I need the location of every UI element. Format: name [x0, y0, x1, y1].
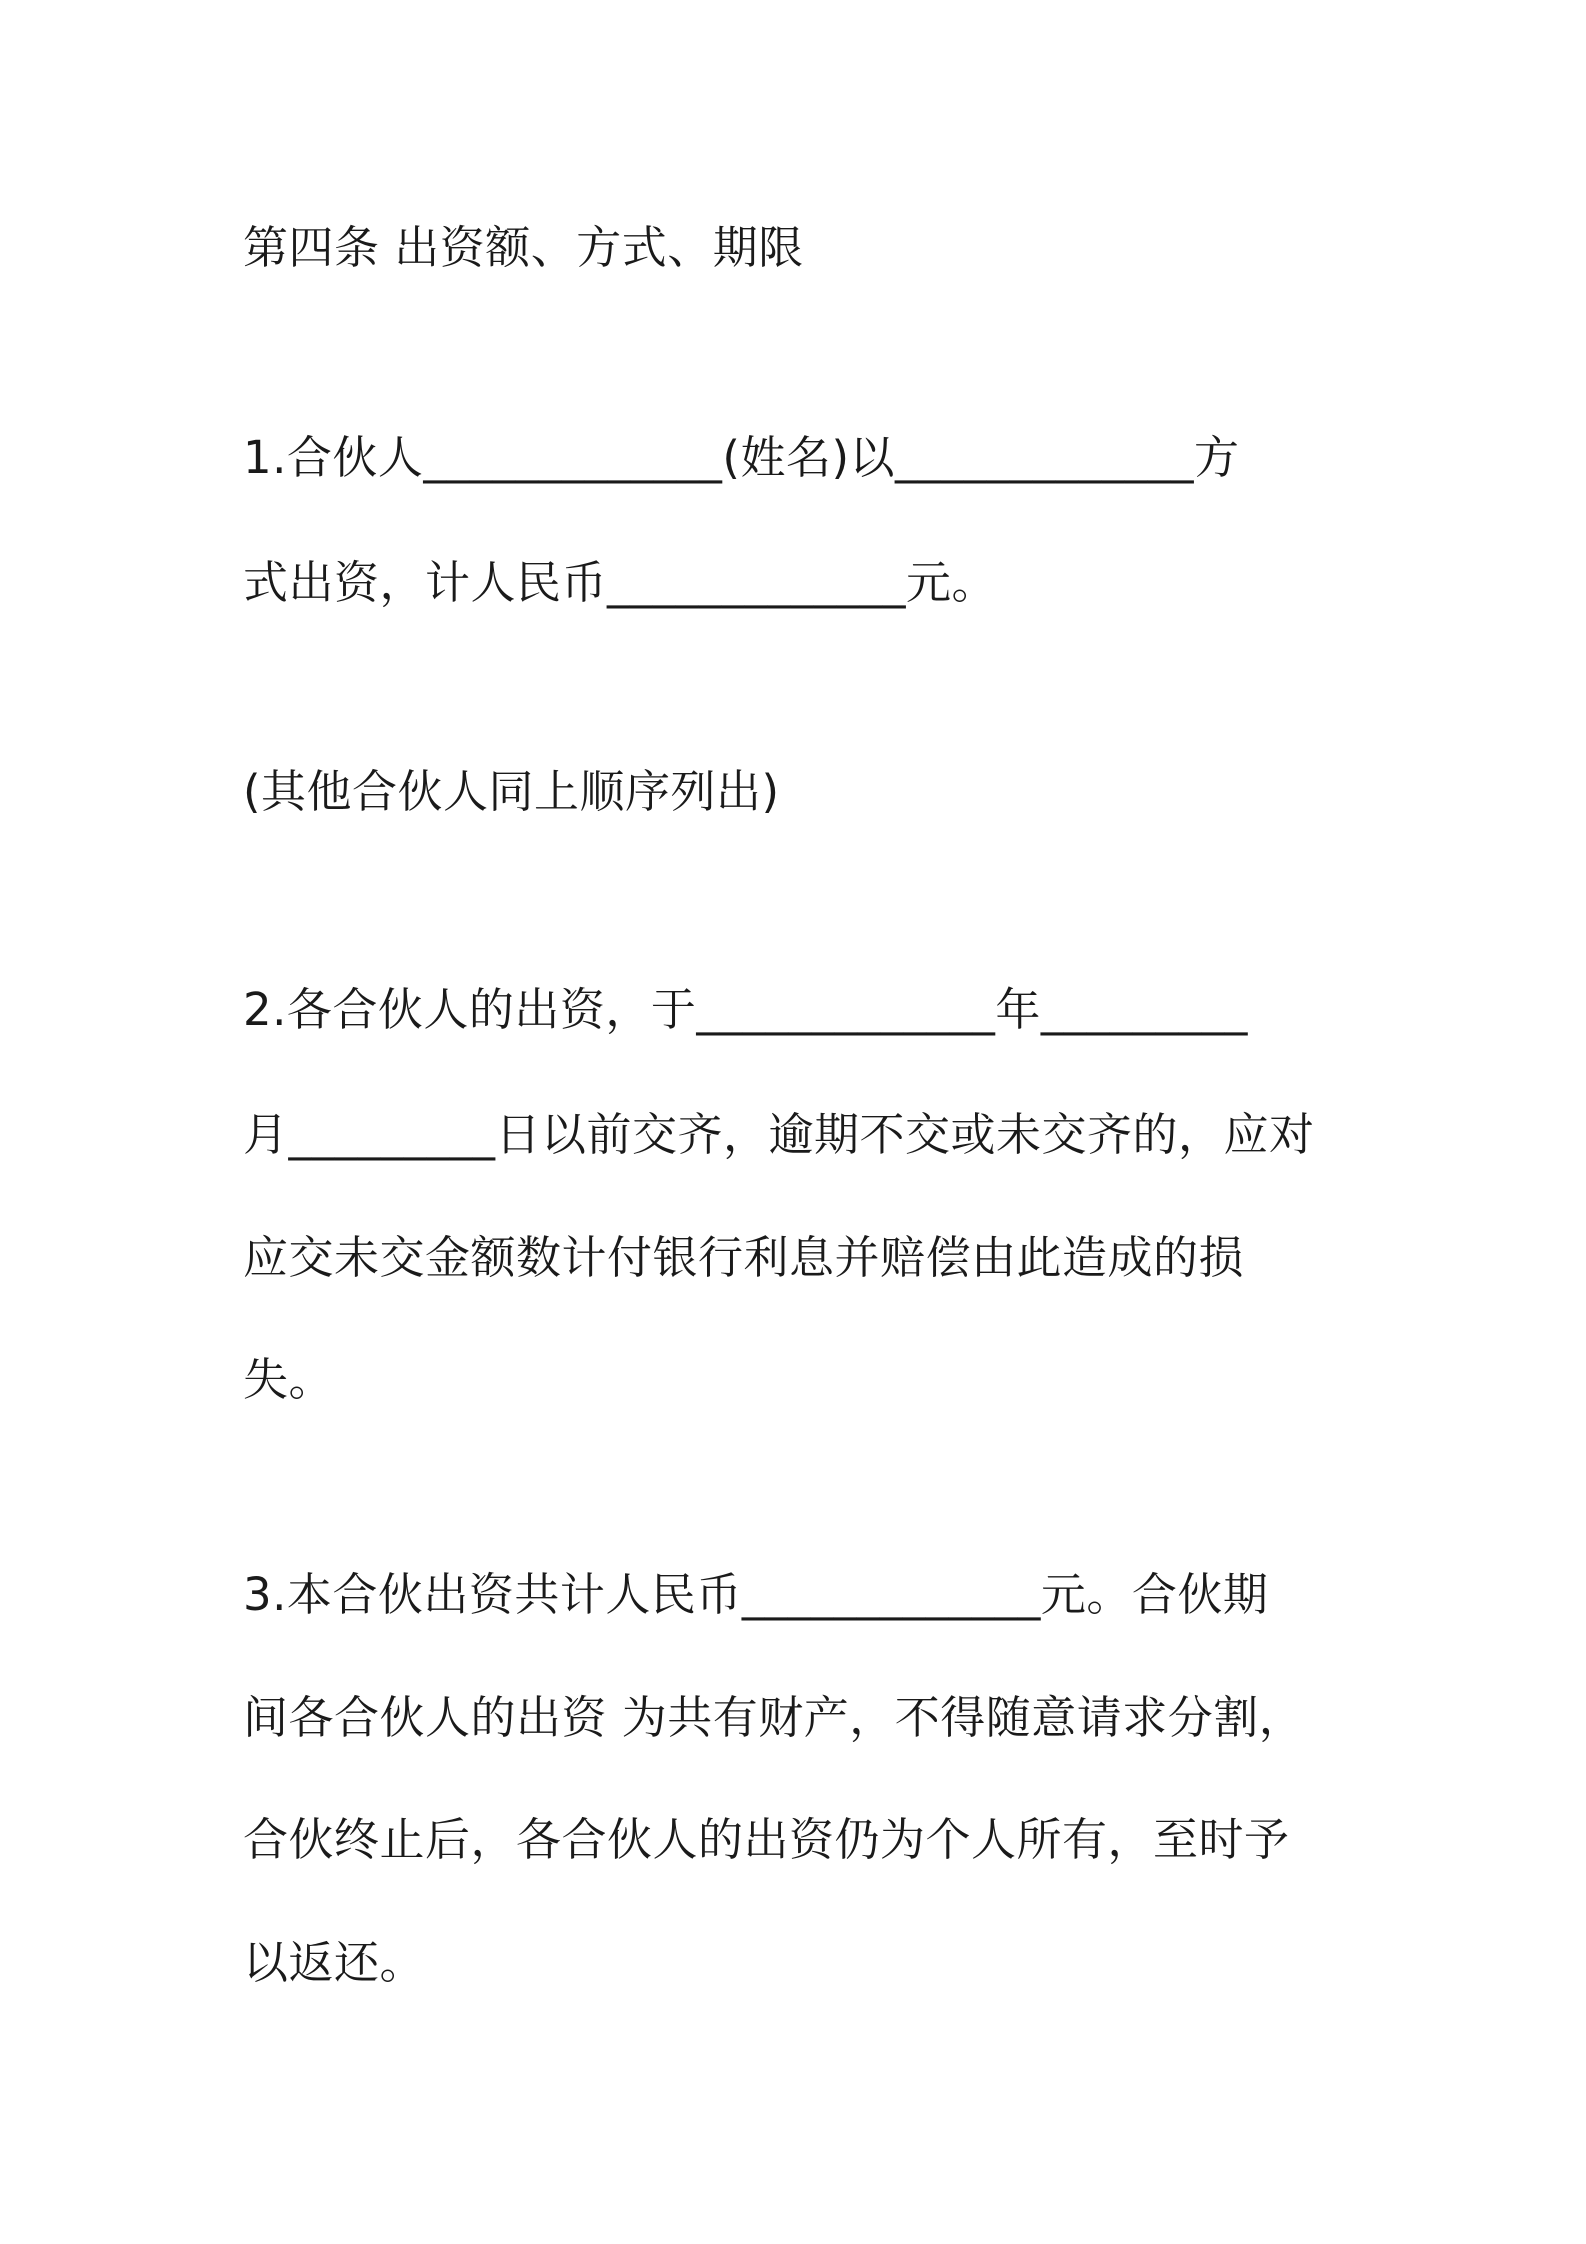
clause-2-line-3: 应交未交金额数计付银行利息并赔偿由此造成的损 — [243, 1231, 1245, 1284]
article-heading: 第四条 出资额、方式、期限 — [243, 221, 804, 274]
clause-note: (其他合伙人同上顺序列出) — [243, 765, 780, 818]
clause-3-line-3: 合伙终止后，各合伙人的出资仍为个人所有，至时予 — [243, 1813, 1290, 1866]
clause-3-line-2: 间各合伙人的出资 为共有财产，不得随意请求分割， — [243, 1691, 1305, 1744]
clause-3-line-4: 以返还。 — [243, 1936, 426, 1989]
clause-2-line-2: 月_________日以前交齐，逾期不交或未交齐的，应对 — [243, 1108, 1315, 1161]
clause-1-line-2: 式出资，计人民币_____________元。 — [243, 556, 998, 609]
clause-2-line-1: 2.各合伙人的出资，于_____________年_________ — [243, 983, 1248, 1036]
clause-2-line-4: 失。 — [243, 1353, 335, 1406]
clause-1-line-1: 1.合伙人_____________(姓名)以_____________方 — [243, 431, 1240, 484]
clause-3-line-1: 3.本合伙出资共计人民币_____________元。合伙期 — [243, 1568, 1269, 1621]
